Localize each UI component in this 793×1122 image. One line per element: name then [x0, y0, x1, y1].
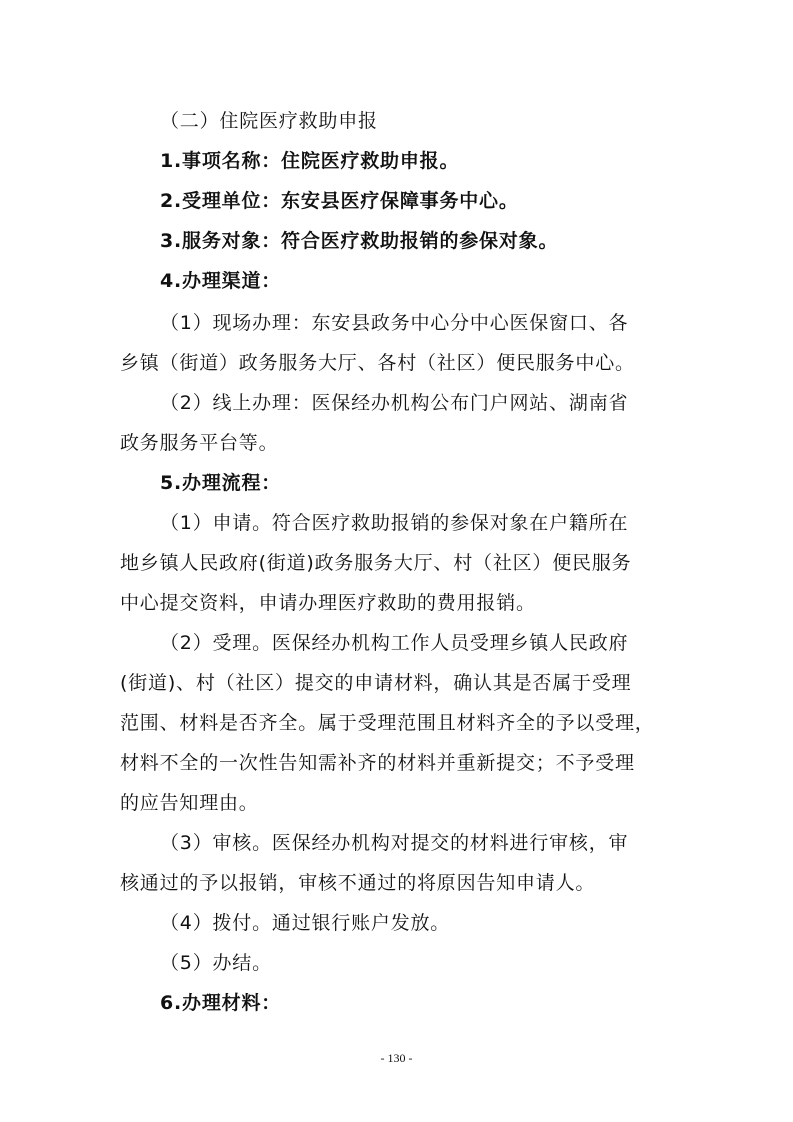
step-accept-line-2: (街道)、村（社区）提交的申请材料，确认其是否属于受理: [120, 672, 632, 694]
step-accept-line-1: （2）受理。医保经办机构工作人员受理乡镇人民政府: [160, 632, 629, 654]
item-5-process-title: 5.办理流程：: [160, 472, 282, 494]
item-4-channel-title: 4.办理渠道：: [160, 270, 282, 292]
step-apply-line-3: 中心提交资料，申请办理医疗救助的费用报销。: [120, 592, 536, 614]
step-complete: （5）办结。: [160, 952, 272, 974]
channel-online-line-1: （2）线上办理：医保经办机构公布门户网站、湖南省: [160, 392, 629, 414]
step-accept-line-5: 的应告知理由。: [120, 792, 259, 814]
channel-online-line-2: 政务服务平台等。: [120, 432, 279, 454]
channel-onsite-line-2: 乡镇（街道）政务服务大厅、各村（社区）便民服务中心。: [120, 352, 635, 374]
item-2-unit: 2.受理单位：东安县医疗保障事务中心。: [160, 190, 519, 212]
step-review-line-1: （3）审核。医保经办机构对提交的材料进行审核，审: [160, 832, 629, 854]
page-number: - 130 -: [380, 1051, 413, 1065]
section-title: （二）住院医疗救助申报: [160, 110, 378, 132]
channel-onsite-line-1: （1）现场办理：东安县政务中心分中心医保窗口、各: [160, 312, 629, 334]
step-apply-line-1: （1）申请。符合医疗救助报销的参保对象在户籍所在: [160, 512, 629, 534]
step-accept-line-4: 材料不全的一次性告知需补齐的材料并重新提交；不予受理: [120, 752, 635, 774]
item-6-materials-title: 6.办理材料：: [160, 992, 282, 1014]
step-payment: （4）拨付。通过银行账户发放。: [160, 912, 451, 934]
step-review-line-2: 核通过的予以报销，审核不通过的将原因告知申请人。: [120, 872, 596, 894]
step-apply-line-2: 地乡镇人民政府(街道)政务服务大厅、村（社区）便民服务: [120, 552, 632, 574]
item-3-target: 3.服务对象：符合医疗救助报销的参保对象。: [160, 230, 559, 252]
item-1-name: 1.事项名称：住院医疗救助申报。: [160, 150, 460, 172]
step-accept-line-3: 范围、材料是否齐全。属于受理范围且材料齐全的予以受理，: [120, 712, 655, 734]
